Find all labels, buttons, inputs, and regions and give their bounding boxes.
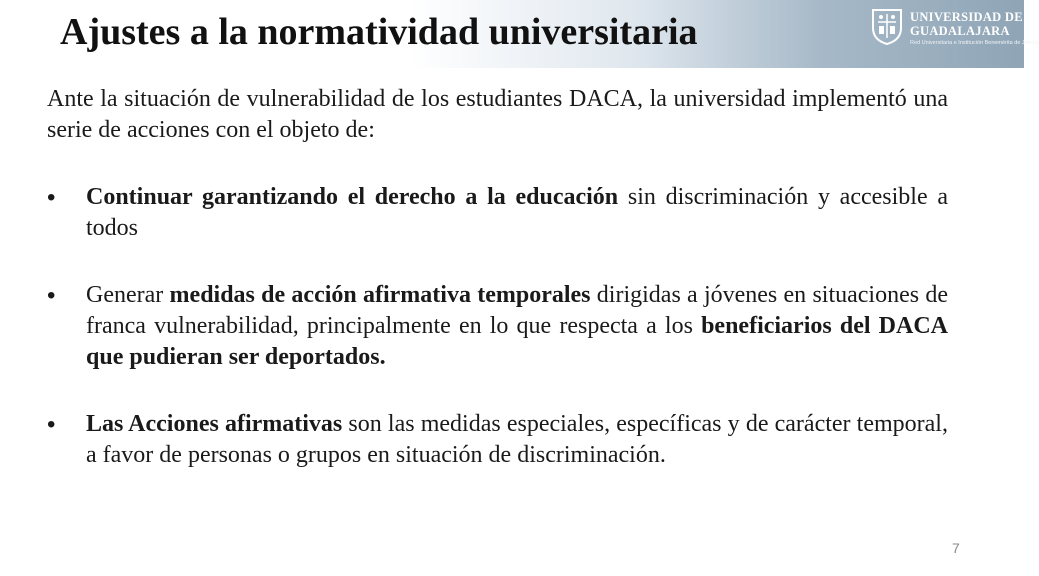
intro-paragraph: Ante la situación de vulnerabilidad de los estudiantes DACA, la universidad implementó una serie de acciones con el objeto de: xyxy=(47,86,948,143)
bullet-bold-text: Las Acciones afirmativas xyxy=(86,411,343,437)
page-number: 7 xyxy=(952,540,960,556)
bullet-text: son las medidas especiales, específicas y de carácter temporal, a favor de personas o grupos en situación de discriminación. xyxy=(86,411,948,468)
logo-subtitle: Red Universitaria e Institución Benemérita de Jalisco xyxy=(910,40,1039,46)
bullet-text: Generar xyxy=(86,282,170,308)
bullet-item xyxy=(47,182,948,244)
bullet-bold-text: Continuar garantizando el derecho a la educación xyxy=(86,184,619,210)
bullet-dot-icon: • xyxy=(47,411,56,438)
bullet-text: sin discriminación y accesible a todos xyxy=(86,184,948,241)
slide-title: Ajustes a la normatividad universitaria xyxy=(60,11,698,53)
bullet-dot-icon: • xyxy=(47,184,56,211)
university-logo xyxy=(870,4,1039,52)
bullet-bold-text: beneficiarios del DACA que pudieran ser deportados. xyxy=(86,313,949,370)
logo-text-line1: UNIVERSIDAD DE xyxy=(910,10,1023,24)
bullet-bold-text: medidas de acción afirmativa temporales xyxy=(169,282,591,308)
university-seal-icon xyxy=(870,6,904,46)
slide-header xyxy=(0,0,1039,68)
bullet-dot-icon: • xyxy=(47,282,56,309)
bullet-item xyxy=(47,409,948,471)
logo-text-line2: GUADALAJARA xyxy=(910,24,1010,38)
bullet-item xyxy=(47,280,948,373)
slide-body xyxy=(47,84,948,471)
bullet-list xyxy=(47,182,948,471)
bullet-text: dirigidas a jóvenes en situaciones de franca vulnerabilidad, principalmente en lo que respecta a los xyxy=(86,282,948,339)
